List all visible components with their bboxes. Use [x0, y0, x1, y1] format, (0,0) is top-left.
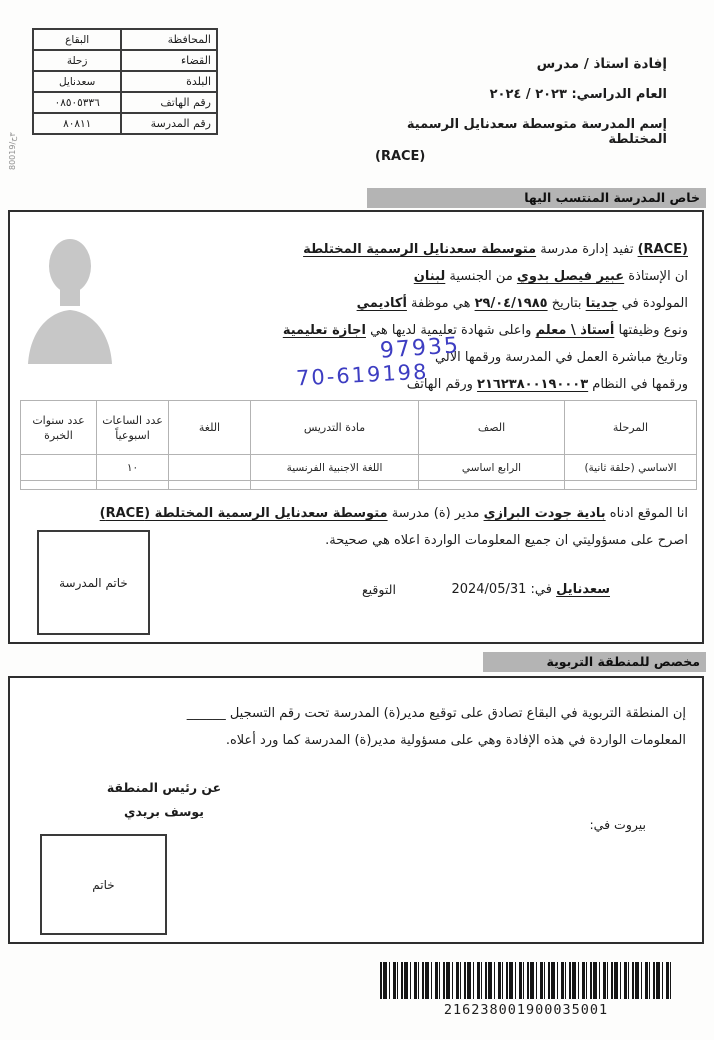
cell-grade: الرابع اساسي	[419, 455, 565, 481]
job-title: أستاذ \ معلم	[535, 323, 615, 338]
header-block	[375, 56, 667, 164]
school-stamp-box	[37, 530, 150, 635]
cell-experience-years	[21, 455, 97, 481]
info-label: البلدة	[121, 71, 217, 92]
info-label: القضاء	[121, 50, 217, 71]
cell-stage: الاساسي (حلقة ثانية)	[565, 455, 697, 481]
info-label: رقم المدرسة	[121, 113, 217, 134]
document-title: إفادة استاذ / مدرس	[536, 56, 667, 72]
teaching-assignment-table	[20, 400, 697, 490]
school-year-line: العام الدراسي: ٢٠٢٣ / ٢٠٢٤	[489, 87, 667, 102]
cell-language	[169, 455, 251, 481]
birthdate: ٢٩/٠٤/١٩٨٥	[474, 296, 548, 311]
district-line-1: إن المنطقة التربوية في البقاع تصادق على توقيع مدير(ة) المدرسة تحت رقم التسجيل ______	[186, 706, 686, 721]
barcode	[380, 962, 672, 1018]
system-number: ٢١٦٢٣٨٠٠١٩٠٠٠٣	[477, 377, 589, 392]
col-header-weekly-hours: عدد الساعات اسبوعياً	[97, 401, 169, 455]
info-value: ٠٨٥٠٥٣٣٦	[33, 92, 121, 113]
cert-line-3: المولودة في جديتا بتاريخ ٢٩/٠٤/١٩٨٥ هي موظفة أكاديمي	[356, 296, 688, 311]
table-row	[33, 113, 217, 134]
info-label: رقم الهاتف	[121, 92, 217, 113]
side-reference-code: 80019/٣ح	[8, 132, 17, 170]
photo-silhouette	[24, 232, 116, 364]
date-value: 2024/05/31	[451, 582, 527, 597]
table-row	[33, 71, 217, 92]
info-value: البقاع	[33, 29, 121, 50]
cert-line-2: ان الإستاذة عبير فيصل بدوي من الجنسية لبنان	[413, 269, 688, 284]
district-stamp-box	[40, 834, 167, 935]
cell-weekly-hours: ١٠	[97, 455, 169, 481]
handwritten-phone-number: 70-619198	[295, 359, 430, 391]
declaration-line-2: اصرح على مسؤوليتي ان جميع المعلومات الواردة اعلاه هي صحيحة.	[325, 533, 688, 548]
date-place: سعدنايل	[556, 582, 610, 597]
school-name-line: إسم المدرسة متوسطة سعدنايل الرسمية المختلطة	[406, 117, 667, 147]
school-name-inline: متوسطة سعدنايل الرسمية المختلطة	[303, 242, 537, 257]
registration-number-blank: ______	[186, 706, 226, 721]
barcode-bars	[380, 962, 672, 999]
beirut-date-label: بيروت في:	[589, 817, 646, 832]
principal-name: بادية جودت البرازي	[483, 506, 606, 521]
job-category: أكاديمي	[356, 296, 407, 311]
district-stamp-label: خاتم	[92, 877, 115, 892]
school-stamp-label: خاتم المدرسة	[59, 575, 128, 590]
nationality: لبنان	[413, 269, 446, 284]
info-value: سعدنايل	[33, 71, 121, 92]
table-row	[33, 29, 217, 50]
table-empty-row	[21, 481, 697, 490]
col-header-subject: مادة التدريس	[251, 401, 419, 455]
degree: اجازة تعليمية	[282, 323, 366, 338]
section1-header-bar: خاص المدرسة المنتسب اليها	[367, 188, 706, 208]
section2-header-bar: مخصص للمنطقة التربوية	[483, 652, 706, 672]
col-header-grade: الصف	[419, 401, 565, 455]
cell-subject: اللغة الاجنبية الفرنسية	[251, 455, 419, 481]
col-header-experience-years: عدد سنوات الخبرة	[21, 401, 97, 455]
chief-name: يوسف بريدي	[124, 804, 204, 819]
table-row	[33, 92, 217, 113]
handwritten-machine-number: 97935	[379, 333, 461, 364]
birthplace: جديتا	[585, 296, 618, 311]
district-chief-block	[50, 780, 278, 819]
barcode-number: 216238001900035001	[443, 1002, 609, 1018]
col-header-language: اللغة	[169, 401, 251, 455]
district-text	[26, 700, 686, 754]
school-info-table	[32, 28, 218, 135]
district-section-box	[8, 676, 704, 944]
cert-line-4: ونوع وظيفتها أستاذ \ معلم واعلى شهادة تعليمية لديها هي اجازة تعليمية	[282, 323, 688, 338]
info-label: المحافظة	[121, 29, 217, 50]
school-name-inline: متوسطة سعدنايل الرسمية المختلطة (RACE)	[99, 506, 388, 521]
info-value: زحلة	[33, 50, 121, 71]
district-line-2: المعلومات الواردة في هذه الإفادة وهي على مسؤولية مدير(ة) المدرسة كما ورد أعلاه.	[225, 733, 686, 748]
cert-line-1: (RACE) تفيد إدارة مدرسة متوسطة سعدنايل الرسمية المختلطة	[303, 242, 688, 257]
cert-line-6: ورقمها في النظام ٢١٦٢٣٨٠٠١٩٠٠٠٣ ورقم الهاتف	[406, 377, 688, 392]
col-header-stage: المرحلة	[565, 401, 697, 455]
table-row	[21, 455, 697, 481]
school-code: (RACE)	[375, 149, 426, 164]
chief-title: عن رئيس المنطقة	[106, 780, 222, 795]
declaration-line-1: انا الموقع ادناه بادية جودت البرازي مدير (ة) مدرسة متوسطة سعدنايل الرسمية المختلطة (RACE)	[99, 506, 688, 521]
table-header-row	[21, 401, 697, 455]
school-section-box	[8, 210, 704, 644]
table-row	[33, 50, 217, 71]
place-date-line: سعدنايل في: 2024/05/31	[451, 582, 610, 597]
school-code-inline: (RACE)	[637, 242, 688, 257]
teacher-name: عبير فيصل بدوي	[516, 269, 625, 284]
signature-label: التوقيع	[362, 582, 396, 597]
info-value: ٨٠٨١١	[33, 113, 121, 134]
cert-line-5: وتاريخ مباشرة العمل في المدرسة ورقمها الالي	[434, 350, 688, 365]
